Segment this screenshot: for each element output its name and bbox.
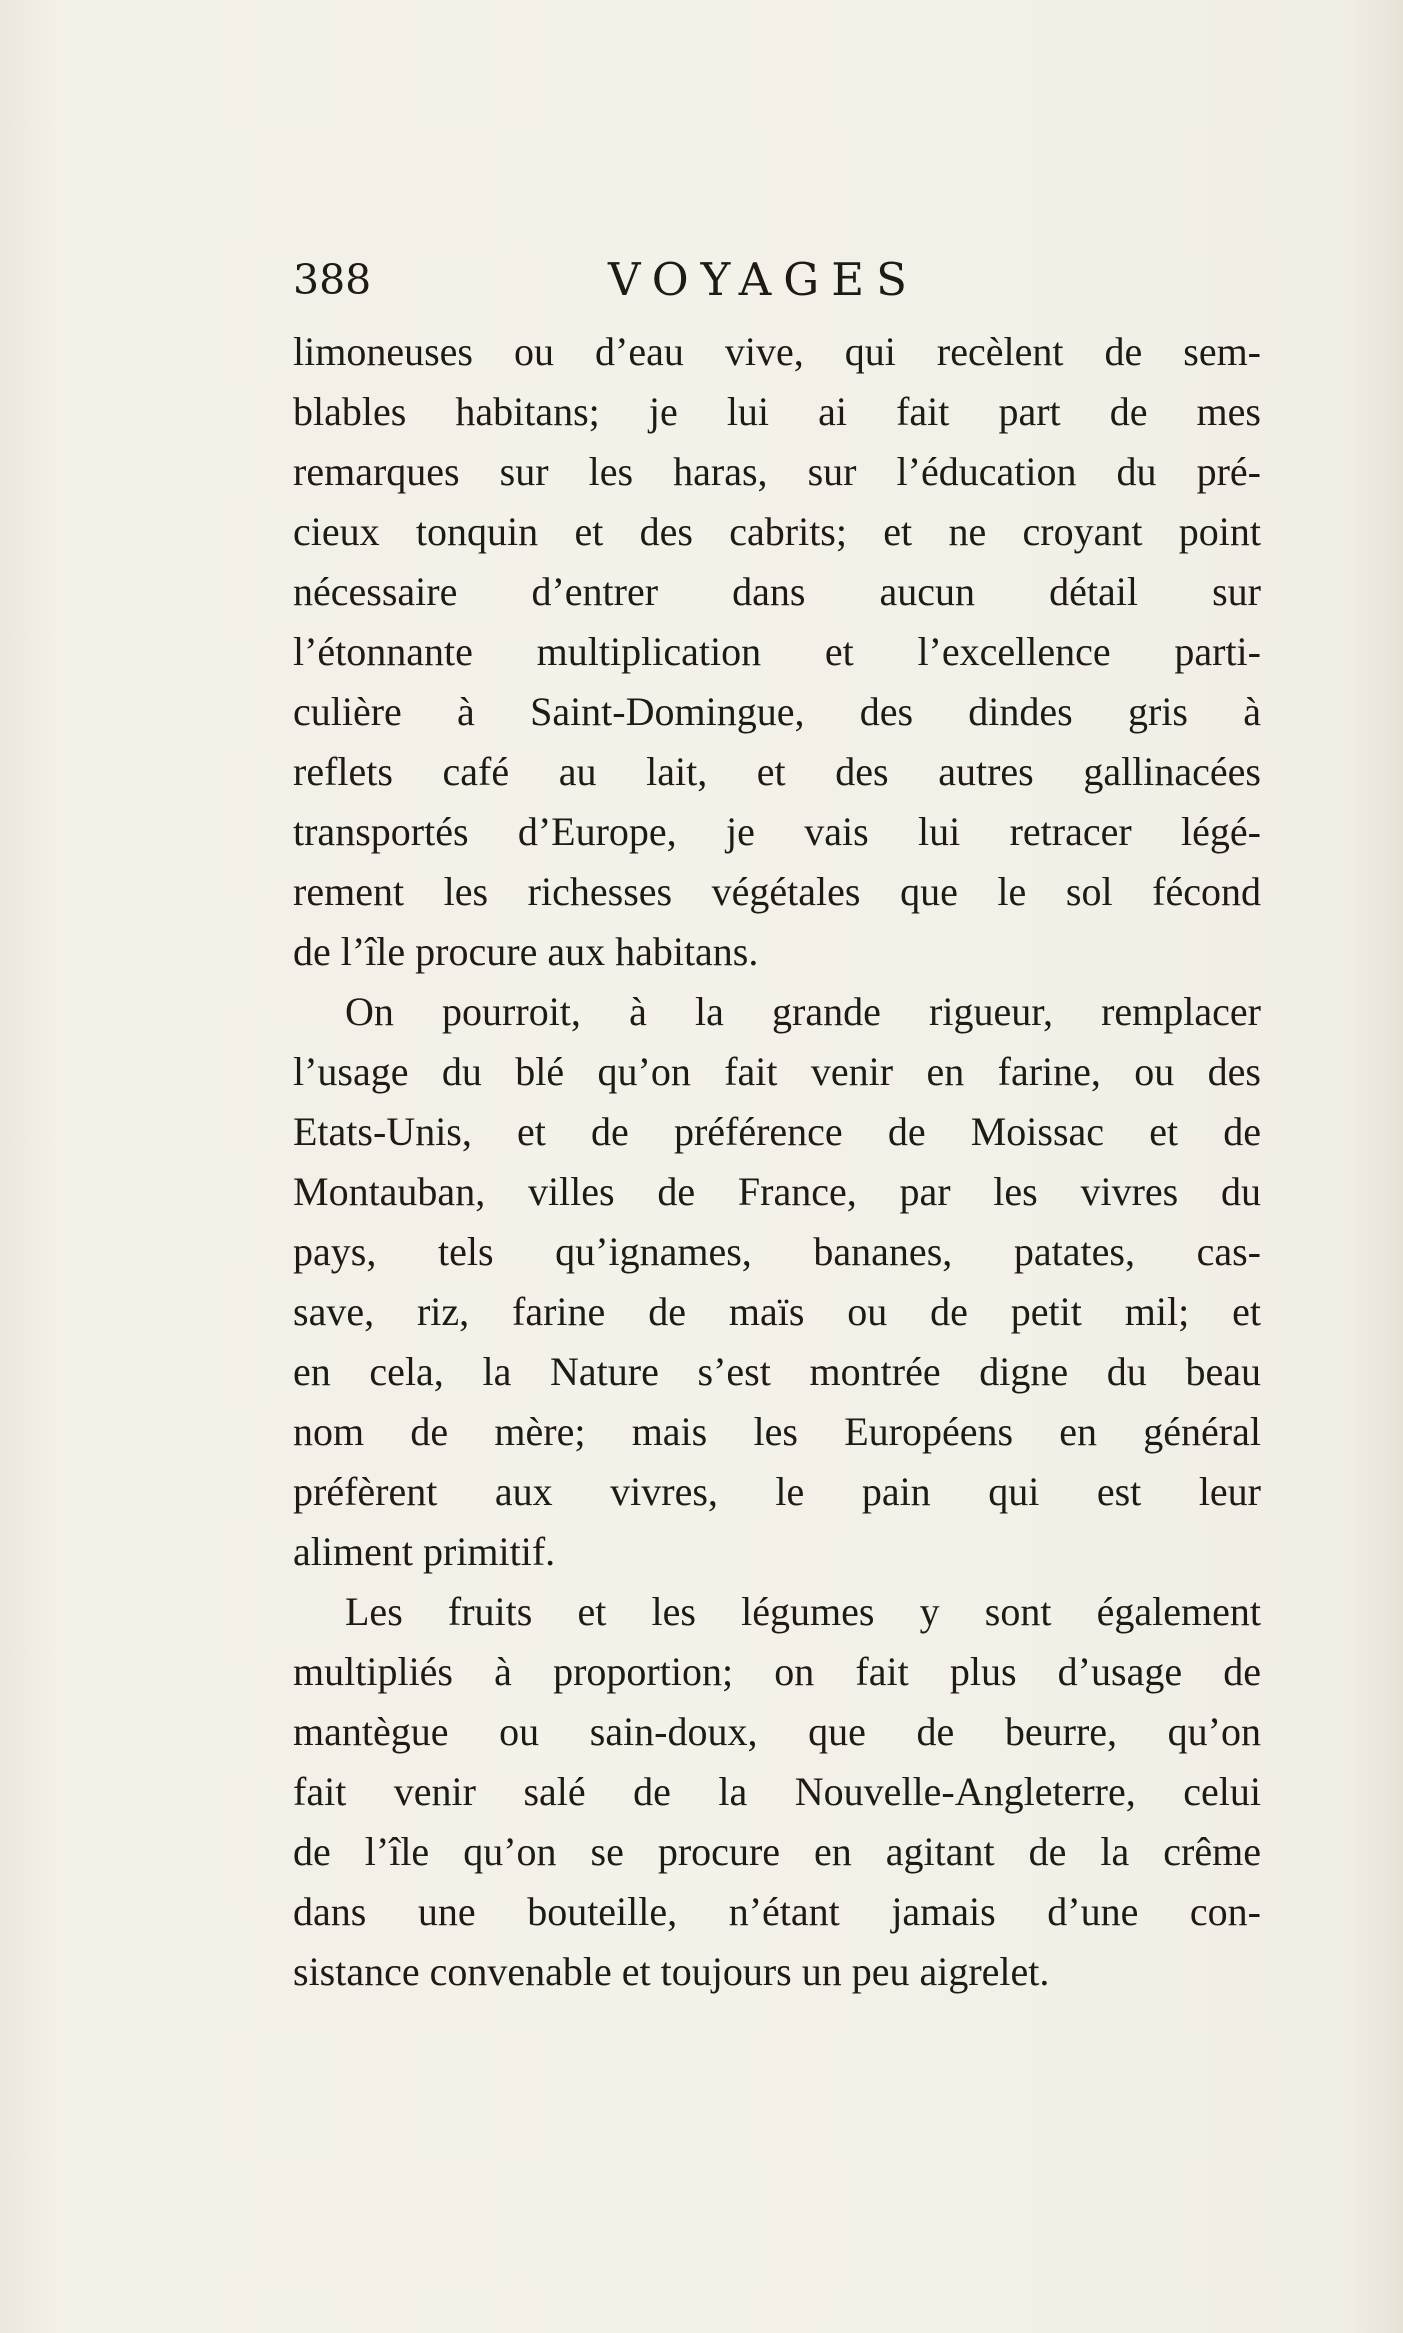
text-line: fait venir salé de la Nouvelle-Angleterre, celui	[293, 1769, 1261, 1814]
text-line: multipliés à proportion; on fait plus d’usage de	[293, 1649, 1261, 1694]
text-line: transportés d’Europe, je vais lui retracer légé-	[293, 809, 1261, 854]
text-line: aliment primitif.	[293, 1529, 556, 1574]
text-line: dans une bouteille, n’étant jamais d’une con-	[293, 1889, 1261, 1934]
text-line: save, riz, farine de maïs ou de petit mil; et	[293, 1289, 1261, 1334]
page-number: 388	[293, 256, 372, 304]
text-line: limoneuses ou d’eau vive, qui recèlent de sem-	[293, 329, 1261, 374]
text-line: On pourroit, à la grande rigueur, remplacer	[345, 989, 1261, 1034]
text-line: nécessaire d’entrer dans aucun détail sur	[293, 569, 1261, 614]
text-line: Montauban, villes de France, par les vivres du	[293, 1169, 1261, 1214]
text-line: en cela, la Nature s’est montrée digne du beau	[293, 1349, 1261, 1394]
text-line: de l’île qu’on se procure en agitant de la crême	[293, 1829, 1261, 1874]
paragraph-2	[293, 982, 1261, 1582]
text-line: de l’île procure aux habitans.	[293, 929, 759, 974]
text-line: l’étonnante multiplication et l’excellence parti-	[293, 629, 1261, 674]
text-line: mantègue ou sain-doux, que de beurre, qu’on	[293, 1709, 1261, 1754]
text-line: nom de mère; mais les Européens en général	[293, 1409, 1261, 1454]
text-line: cieux tonquin et des cabrits; et ne croyant point	[293, 509, 1261, 554]
paragraph-3	[293, 1582, 1261, 2002]
body-text	[293, 322, 1261, 2002]
text-line: blables habitans; je lui ai fait part de mes	[293, 389, 1261, 434]
text-line: remarques sur les haras, sur l’éducation du pré-	[293, 449, 1261, 494]
text-line: culière à Saint-Domingue, des dindes gris à	[293, 689, 1261, 734]
text-line: Etats-Unis, et de préférence de Moissac et de	[293, 1109, 1261, 1154]
running-head: VOYAGES	[608, 253, 919, 306]
text-line: pays, tels qu’ignames, bananes, patates, cas-	[293, 1229, 1261, 1274]
text-line: Les fruits et les légumes y sont également	[345, 1589, 1261, 1634]
paragraph-1	[293, 322, 1261, 982]
text-line: reflets café au lait, et des autres gallinacées	[293, 749, 1261, 794]
page-header	[293, 250, 1293, 310]
text-line: l’usage du blé qu’on fait venir en farine, ou des	[293, 1049, 1261, 1094]
text-line: rement les richesses végétales que le sol fécond	[293, 869, 1261, 914]
text-line: sistance convenable et toujours un peu aigrelet.	[293, 1949, 1050, 1994]
text-line: préfèrent aux vivres, le pain qui est leur	[293, 1469, 1261, 1514]
